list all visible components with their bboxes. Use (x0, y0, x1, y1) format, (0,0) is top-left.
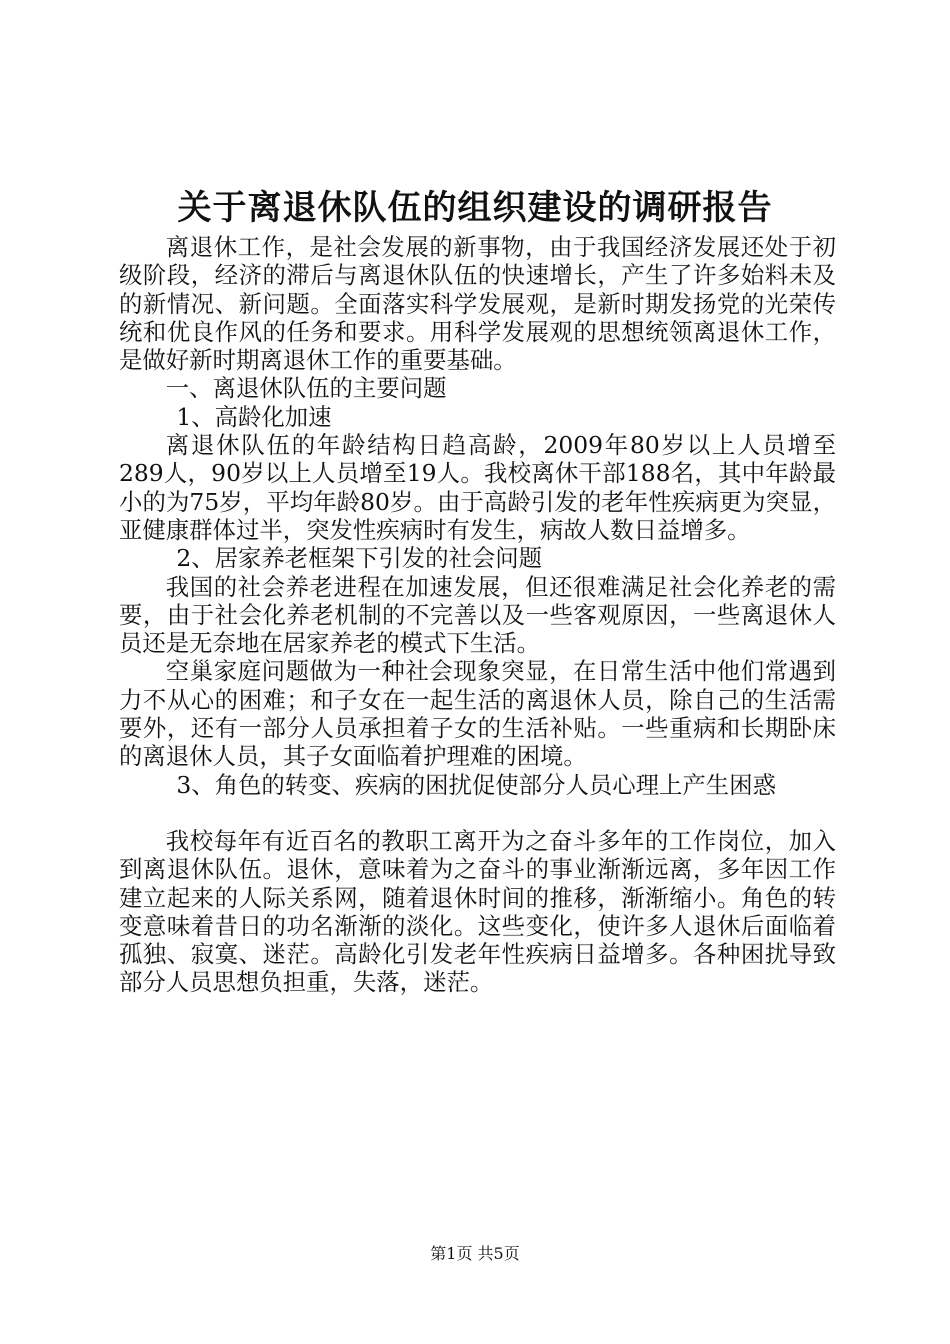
subheading-home-care: 2、居家养老框架下引发的社会问题 (176, 544, 543, 573)
page-footer: 第1页 共5页 (430, 1244, 520, 1263)
subheading-role-change: 3、角色的转变、疾病的困扰促使部分人员心理上产生困惑 (176, 770, 776, 799)
document-title: 关于离退休队伍的组织建设的调研报告 (177, 188, 773, 228)
subheading-aging: 1、高龄化加速 (176, 402, 332, 431)
section-heading-main-problems: 一、离退休队伍的主要问题 (165, 374, 447, 403)
document-body (119, 233, 836, 997)
paragraph-empty-nest: 空巢家庭问题做为一种社会现象突显，在日常生活中他们常遇到力不从心的困难；和子女在一起生活的离退休人员，除自己的生活需要外，还有一部分人员承担着子女的生活补贴。一些重病和长期卧床的离退休人员，其子女面临着护理难的困境。 (119, 657, 836, 771)
paragraph-intro: 离退休工作，是社会发展的新事物，由于我国经济发展还处于初级阶段，经济的滞后与离退休队伍的快速增长，产生了许多始料未及的新情况、新问题。全面落实科学发展观，是新时期发扬党的光荣传统和优良作风的任务和要求。用科学发展观的思想统领离退休工作，是做好新时期离退休工作的重要基础。 (119, 233, 836, 375)
paragraph-home-care: 我国的社会养老进程在加速发展，但还很难满足社会化养老的需要，由于社会化养老机制的不完善以及一些客观原因，一些离退休人员还是无奈地在居家养老的模式下生活。 (119, 572, 836, 658)
paragraph-role-change: 我校每年有近百名的教职工离开为之奋斗多年的工作岗位，加入到离退休队伍。退休，意味着为之奋斗的事业渐渐远离，多年因工作建立起来的人际关系网，随着退休时间的推移，渐渐缩小。角色的转变意味着昔日的功名渐渐的淡化。这些变化，使许多人退休后面临着孤独、寂寞、迷茫。高龄化引发老年性疾病日益增多。各种困扰导致部分人员思想负担重，失落，迷茫。 (119, 826, 836, 997)
paragraph-gap (119, 799, 836, 827)
paragraph-aging: 离退休队伍的年龄结构日趋高龄，2009年80岁以上人员增至289人，90岁以上人员增至19人。我校离休干部188名，其中年龄最小的为75岁，平均年龄80岁。由于高龄引发的老年性疾病更为突显，亚健康群体过半，突发性疾病时有发生，病故人数日益增多。 (119, 431, 836, 544)
